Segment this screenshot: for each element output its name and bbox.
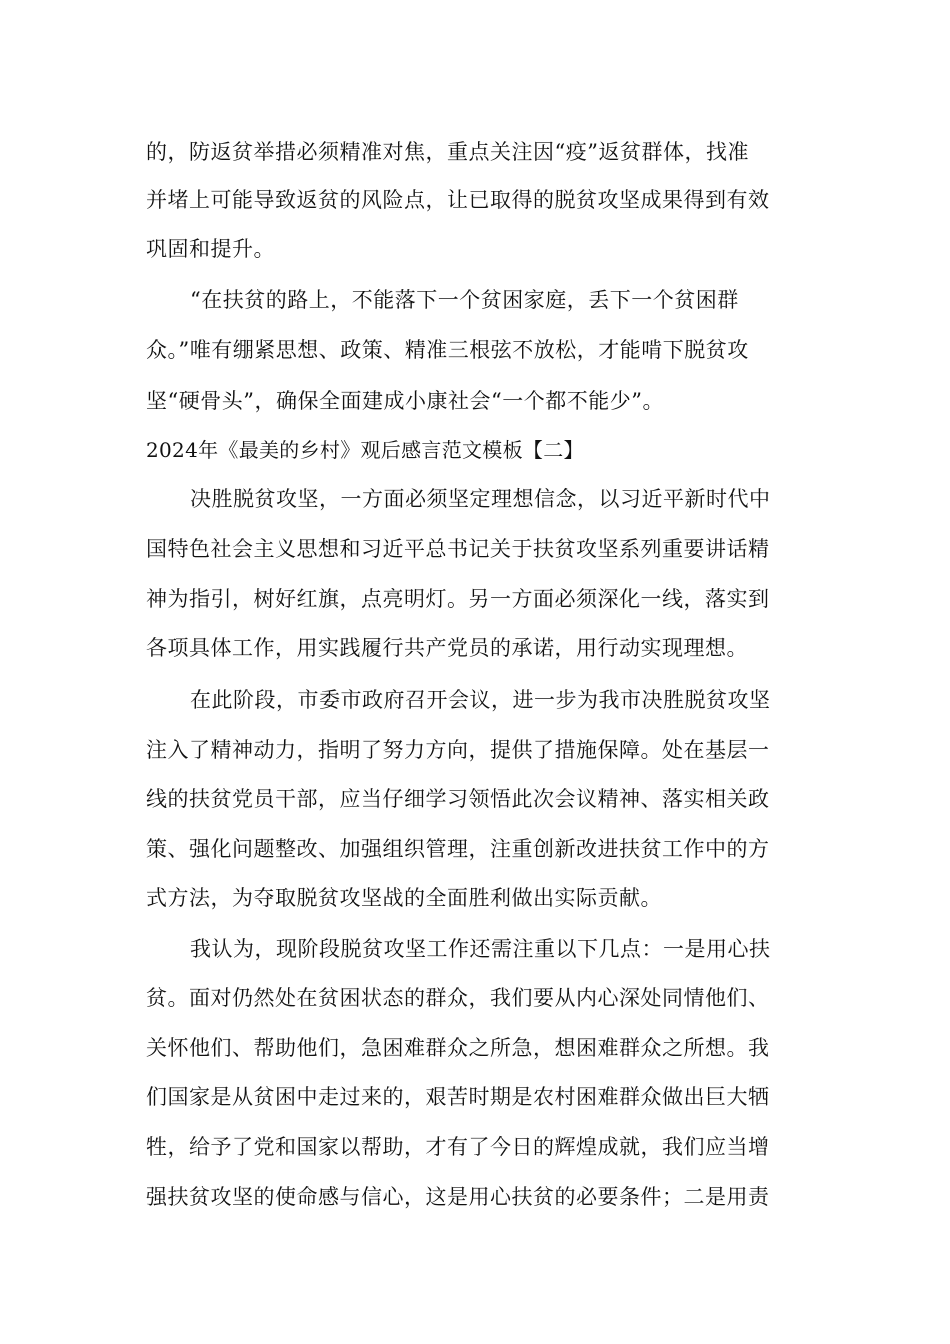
paragraph-line: 策、强化问题整改、加强组织管理，注重创新改进扶贫工作中的方 (146, 837, 770, 861)
paragraph-line: 在此阶段，市委市政府召开会议，进一步为我市决胜脱贫攻坚 (190, 688, 771, 712)
paragraph-line: 贫。面对仍然处在贫困状态的群众，我们要从内心深处同情他们、 (146, 986, 770, 1010)
paragraph-line: 注入了精神动力，指明了努力方向，提供了措施保障。处在基层一 (146, 738, 770, 762)
paragraph-line: “在扶贫的路上，不能落下一个贫困家庭，丢下一个贫困群 (190, 288, 739, 312)
paragraph-line: 们国家是从贫困中走过来的，艰苦时期是农村困难群众做出巨大牺 (146, 1085, 770, 1109)
paragraph-line: 并堵上可能导致返贫的风险点，让已取得的脱贫攻坚成果得到有效 (146, 188, 770, 212)
paragraph-line: 线的扶贫党员干部，应当仔细学习领悟此次会议精神、落实相关政 (146, 787, 770, 811)
section-heading: 2024年《最美的乡村》观后感言范文模板【二】 (146, 438, 584, 462)
paragraph-line: 决胜脱贫攻坚，一方面必须坚定理想信念，以习近平新时代中 (190, 487, 771, 511)
paragraph-line: 关怀他们、帮助他们，急困难群众之所急，想困难群众之所想。我 (146, 1036, 770, 1060)
paragraph-line: 国特色社会主义思想和习近平总书记关于扶贫攻坚系列重要讲话精 (146, 537, 770, 561)
paragraph-line: 众。”唯有绷紧思想、政策、精准三根弦不放松，才能啃下脱贫攻 (146, 338, 749, 362)
paragraph-line: 神为指引，树好红旗，点亮明灯。另一方面必须深化一线，落实到 (146, 587, 770, 611)
paragraph-line: 强扶贫攻坚的使命感与信心，这是用心扶贫的必要条件；二是用责 (146, 1185, 770, 1209)
paragraph-line: 式方法，为夺取脱贫攻坚战的全面胜利做出实际贡献。 (146, 886, 662, 910)
paragraph-line: 牲，给予了党和国家以帮助，才有了今日的辉煌成就，我们应当增 (146, 1135, 770, 1159)
paragraph-line: 巩固和提升。 (146, 237, 275, 261)
paragraph-line: 各项具体工作，用实践履行共产党员的承诺，用行动实现理想。 (146, 636, 748, 660)
paragraph-line: 的，防返贫举措必须精准对焦，重点关注因“疫”返贫群体，找准 (146, 140, 749, 164)
paragraph-line: 我认为，现阶段脱贫攻坚工作还需注重以下几点：一是用心扶 (190, 937, 771, 961)
paragraph-line: 坚“硬骨头”，确保全面建成小康社会“一个都不能少”。 (146, 389, 664, 413)
